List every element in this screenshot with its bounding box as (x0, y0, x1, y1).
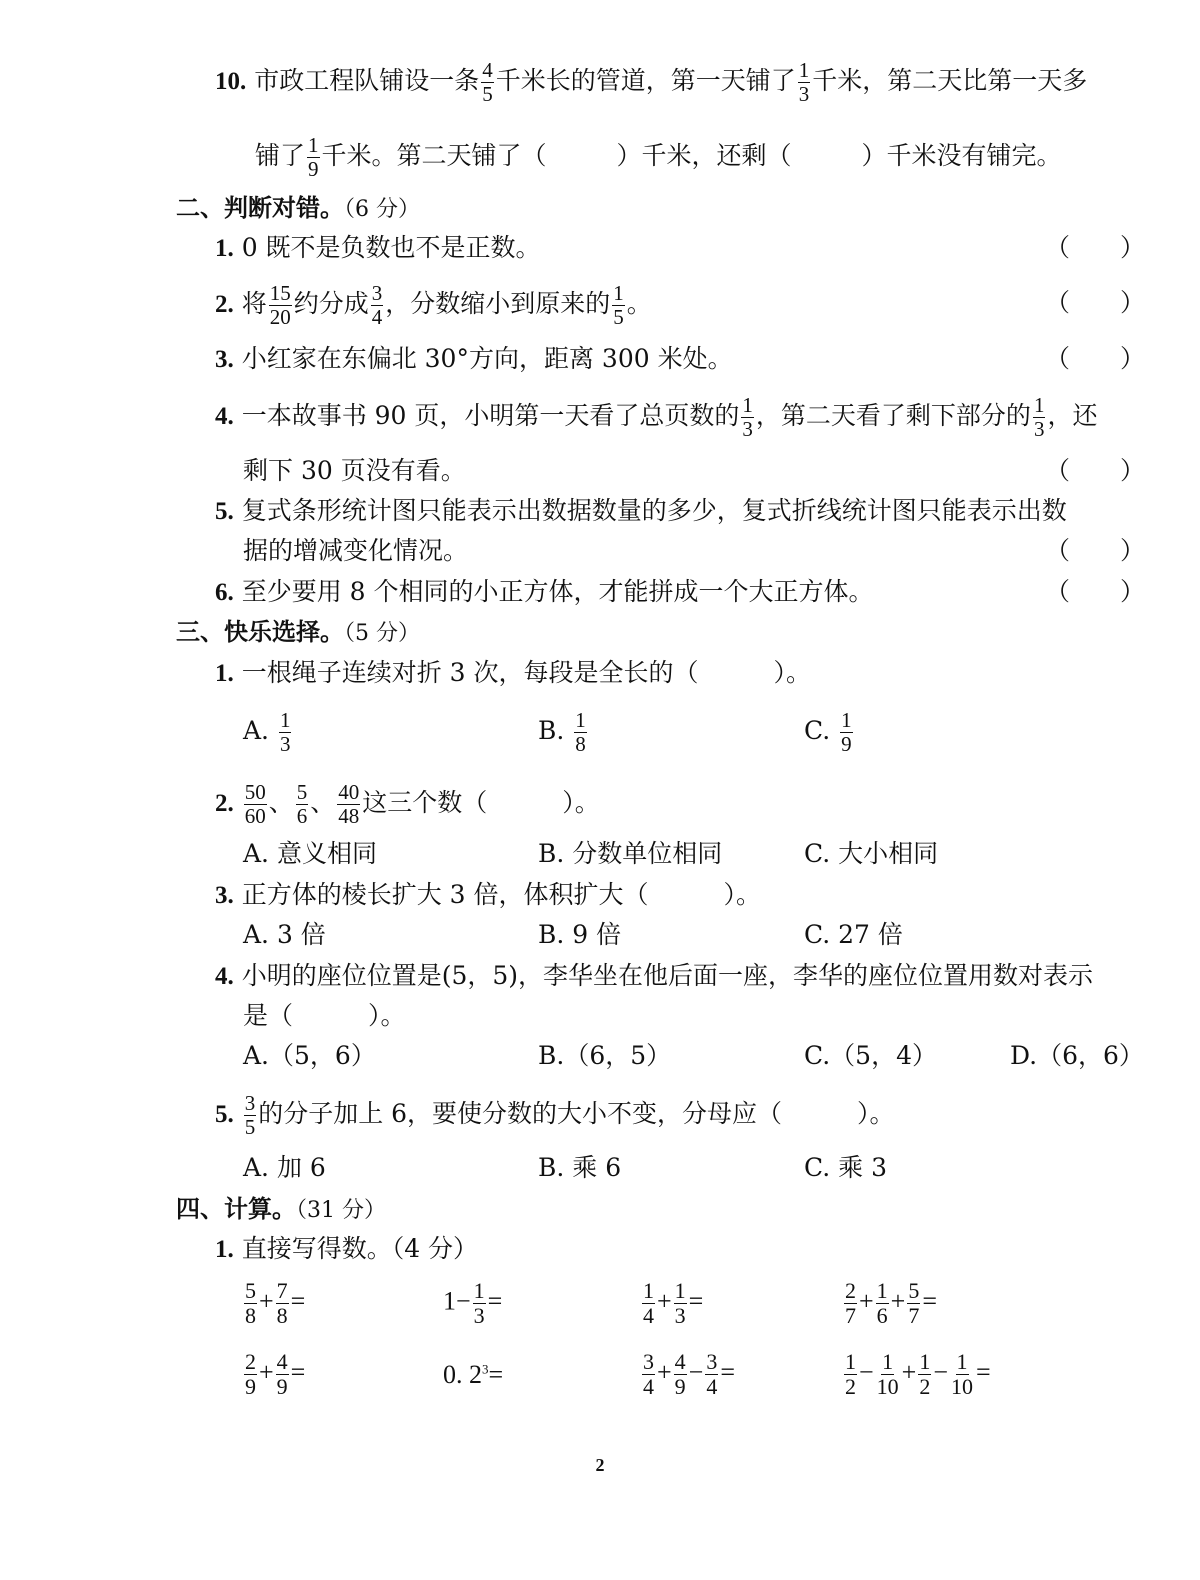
q10-text: 千米长的管道，第一天铺了 (495, 66, 796, 95)
q10-number: 10. (215, 68, 247, 95)
judge-q4-fraction: $\frac{1}{3}$ (1033, 393, 1045, 441)
judge-q2: 2. 将 $\frac{15}{20}$ 约分成 $\frac{3}{4}$ ，分数缩小到原来的 $\frac{1}{5}$ 。 (215, 281, 652, 329)
choice-q5-option-c[interactable]: C. 乘 3 (804, 1153, 887, 1182)
choice-q4-option-b[interactable]: B.（6，5） (538, 1041, 672, 1070)
calc-expression: $\frac{1}{4}$ + $\frac{1}{3}$ = (643, 1278, 704, 1328)
choice-q3-option-c[interactable]: C. 27 倍 (804, 920, 903, 949)
choice-q5: 5. $\frac{3}{5}$ 的分子加上 6，要使分数的大小不变，分母应（ ）。 (215, 1091, 895, 1139)
choice-q1-option-c[interactable]: C. $\frac{1}{9}$ (804, 708, 852, 756)
judge-q1-answer-box[interactable]: （ ） (1045, 233, 1146, 262)
q10-text: ）千米没有铺完。 (861, 141, 1062, 170)
choice-q4-line2: 是（ ）。 (243, 1001, 406, 1030)
calc-expression: $\frac{1}{2}$ − $\frac{1}{10}$ + $\frac{1}{2}$ − $\frac{1}{10}$ = (845, 1349, 991, 1399)
judge-q4-fraction: $\frac{1}{3}$ (742, 393, 753, 441)
calc-q1: 1. 直接写得数。（4 分） (215, 1234, 479, 1263)
judge-q5-answer-box[interactable]: （ ） (1045, 536, 1146, 565)
calc-expression: $\frac{2}{7}$ + $\frac{1}{6}$ + $\frac{5}{7}$ = (845, 1278, 938, 1328)
judge-q5-line1: 5. 复式条形统计图只能表示出数据数量的多少，复式折线统计图只能表示出数 (215, 496, 1067, 525)
choice-q1-option-b[interactable]: B. $\frac{1}{8}$ (538, 708, 586, 756)
choice-q4-option-d[interactable]: D.（6，6） (1010, 1041, 1144, 1070)
choice-q4-line1: 4. 小明的座位位置是(5，5)，李华坐在他后面一座，李华的座位位置用数对表示 (215, 961, 1094, 990)
section-4-title: 四、计算。（31 分） (176, 1195, 386, 1223)
choice-q2: 2. $\frac{50}{60}$ 、 $\frac{5}{6}$ 、 $\frac{40}{48}$ 这三个数（ ）。 (215, 780, 600, 828)
choice-q3: 3. 正方体的棱长扩大 3 倍，体积扩大（ ）。 (215, 880, 762, 909)
judge-q1: 1. 0 既不是负数也不是正数。 (215, 233, 541, 262)
choice-q2-option-b[interactable]: B. 分数单位相同 (538, 839, 723, 868)
choice-q4-option-a[interactable]: A.（5，6） (243, 1041, 376, 1070)
calc-expression: $\frac{2}{9}$ + $\frac{4}{9}$ = (245, 1349, 306, 1399)
judge-q4-line2: 剩下 30 页没有看。 (243, 456, 466, 485)
judge-q4-answer-box[interactable]: （ ） (1045, 456, 1146, 485)
section-3-title: 三、快乐选择。（5 分） (176, 618, 420, 646)
judge-q3: 3. 小红家在东偏北 30°方向，距离 300 米处。 (215, 344, 733, 373)
calc-expression: $\frac{3}{4}$ + $\frac{4}{9}$ − $\frac{3}{4}$ = (643, 1349, 736, 1399)
q10-fraction: $\frac{4}{5}$ (482, 58, 493, 106)
judge-q5-line2: 据的增减变化情况。 (243, 536, 469, 565)
judge-q2-fraction: $\frac{1}{5}$ (613, 281, 624, 329)
judge-q2-fraction: $\frac{3}{4}$ (371, 281, 383, 329)
page-number: 2 (595, 1455, 605, 1475)
q10-fraction: $\frac{1}{3}$ (798, 58, 810, 106)
choice-q5-option-a[interactable]: A. 加 6 (243, 1153, 326, 1182)
calc-expression: 0. $2^3=$ (443, 1360, 504, 1389)
choice-q4-option-c[interactable]: C.（5，4） (804, 1041, 937, 1070)
choice-q1-option-a[interactable]: A. $\frac{1}{3}$ (243, 708, 291, 756)
q10-text: 千米。第二天铺了（ (321, 141, 547, 170)
q10-text: ）千米，还剩（ (616, 141, 792, 170)
judge-q3-answer-box[interactable]: （ ） (1045, 344, 1146, 373)
choice-q1: 1. 一根绳子连续对折 3 次，每段是全长的（ ）。 (215, 658, 812, 687)
choice-q2-option-a[interactable]: A. 意义相同 (243, 839, 377, 868)
section-2-title: 二、判断对错。（6 分） (176, 194, 420, 222)
choice-q2-option-c[interactable]: C. 大小相同 (804, 839, 939, 868)
q10-line2 (255, 135, 1062, 180)
choice-q3-option-b[interactable]: B. 9 倍 (538, 920, 622, 949)
choice-q5-option-b[interactable]: B. 乘 6 (538, 1153, 622, 1182)
q10-line1 (215, 60, 1087, 105)
calc-expression: 1− $\frac{1}{3}$ = (443, 1278, 503, 1328)
q10-fraction: $\frac{1}{9}$ (308, 133, 319, 181)
q10-text: 千米，第二天比第一天多 (812, 66, 1088, 95)
judge-q6-answer-box[interactable]: （ ） (1045, 577, 1146, 606)
choice-q3-option-a[interactable]: A. 3 倍 (243, 920, 326, 949)
q10-text: 市政工程队铺设一条 (254, 66, 480, 95)
q10-text: 铺了 (255, 141, 306, 170)
judge-q6: 6. 至少要用 8 个相同的小正方体，才能拼成一个大正方体。 (215, 577, 874, 606)
calc-expression: $\frac{5}{8}$ + $\frac{7}{8}$ = (245, 1278, 306, 1328)
judge-q2-answer-box[interactable]: （ ） (1045, 288, 1146, 317)
judge-q4-line1: 4. 一本故事书 90 页，小明第一天看了总页数的 $\frac{1}{3}$ ，第二天看了剩下部分的 $\frac{1}{3}$ ，还 (215, 393, 1098, 441)
judge-q2-fraction: $\frac{15}{20}$ (269, 281, 291, 329)
